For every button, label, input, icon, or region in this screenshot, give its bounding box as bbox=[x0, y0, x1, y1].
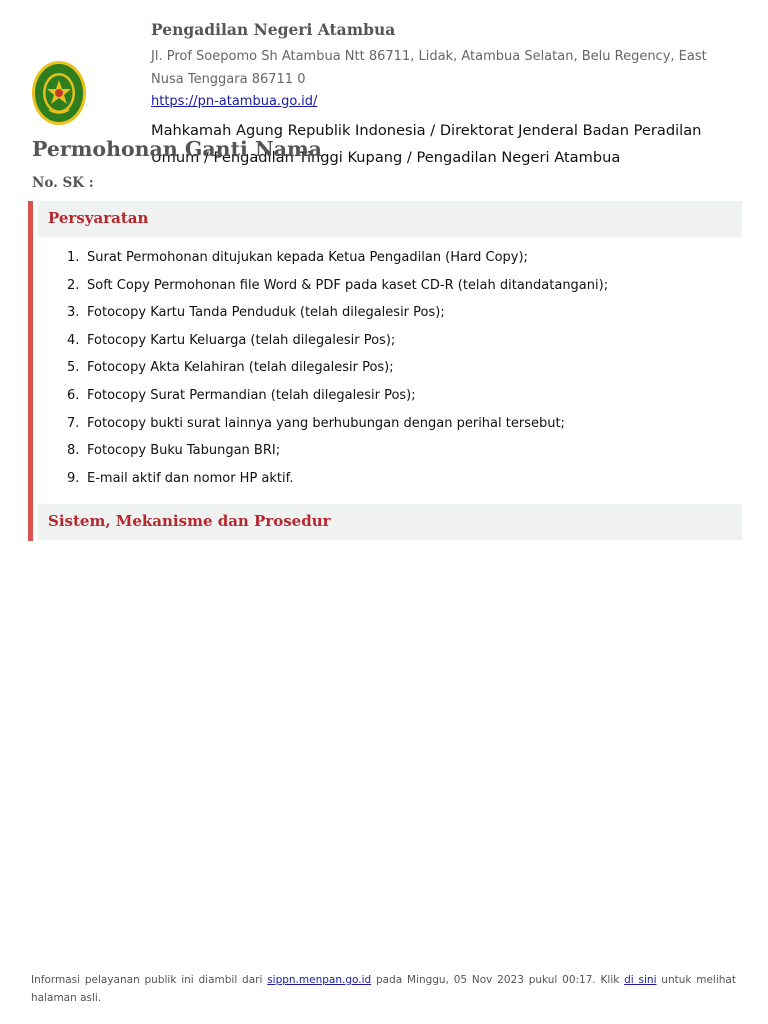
list-text: Soft Copy Permohonan file Word & PDF pada kaset CD-R (telah ditandatangani); bbox=[87, 277, 609, 293]
footer-note bbox=[31, 971, 736, 1007]
list-number: 9. bbox=[67, 470, 80, 486]
footer-suffix: untuk melihat halaman asli. bbox=[31, 974, 736, 1004]
procedure-header: Sistem, Mekanisme dan Prosedur bbox=[38, 504, 742, 540]
requirements-list bbox=[67, 244, 608, 492]
list-item bbox=[67, 354, 608, 382]
list-item bbox=[67, 410, 608, 438]
list-text: Fotocopy Kartu Tanda Penduduk (telah dilegalesir Pos); bbox=[87, 305, 445, 321]
list-text: Fotocopy Kartu Keluarga (telah dilegalesir Pos); bbox=[87, 332, 396, 348]
list-text: Fotocopy bukti surat lainnya yang berhubungan dengan perihal tersebut; bbox=[87, 415, 565, 431]
list-text: Fotocopy Surat Permandian (telah dilegalesir Pos); bbox=[87, 387, 416, 403]
list-number: 8. bbox=[67, 443, 80, 459]
list-number: 4. bbox=[67, 332, 80, 348]
list-number: 1. bbox=[67, 250, 80, 265]
list-item bbox=[67, 272, 608, 300]
institution-hierarchy: Mahkamah Agung Republik Indonesia / Direktorat Jenderal Badan Peradilan Umum / Pengadilan Tinggi Kupang / Pengadilan Negeri Atambua bbox=[151, 122, 702, 166]
list-number: 2. bbox=[67, 277, 80, 293]
list-item bbox=[67, 327, 608, 355]
source-link[interactable]: sippn.menpan.go.id bbox=[267, 974, 372, 986]
list-text: E-mail aktif dan nomor HP aktif. bbox=[87, 470, 294, 486]
list-number: 5. bbox=[67, 360, 80, 376]
court-website-link[interactable]: https://pn-atambua.go.id/ bbox=[151, 94, 318, 109]
list-item bbox=[67, 437, 608, 465]
service-details bbox=[28, 201, 737, 541]
sk-number-label: No. SK : bbox=[32, 175, 94, 191]
list-text: Fotocopy Akta Kelahiran (telah dilegalesir Pos); bbox=[87, 360, 394, 376]
list-item bbox=[67, 465, 608, 493]
footer-prefix: Informasi pelayanan publik ini diambil dari bbox=[31, 974, 268, 986]
list-item bbox=[67, 299, 608, 327]
list-number: 7. bbox=[67, 415, 80, 431]
original-page-link[interactable]: di sini bbox=[624, 974, 657, 986]
list-item bbox=[67, 244, 608, 272]
list-text: Surat Permohonan ditujukan kepada Ketua Pengadilan (Hard Copy); bbox=[87, 250, 528, 265]
footer-middle: pada Minggu, 05 Nov 2023 pukul 00:17. Klik bbox=[371, 974, 625, 986]
service-title: Permohonan Ganti Nama bbox=[32, 137, 322, 161]
list-text: Fotocopy Buku Tabungan BRI; bbox=[87, 443, 281, 459]
list-item bbox=[67, 382, 608, 410]
list-number: 3. bbox=[67, 305, 80, 321]
requirements-header: Persyaratan bbox=[38, 201, 742, 237]
court-address: Jl. Prof Soepomo Sh Atambua Ntt 86711, Lidak, Atambua Selatan, Belu Regency, East Nusa Tenggara 86711 0 bbox=[151, 49, 707, 87]
court-emblem-logo bbox=[31, 60, 87, 126]
court-name: Pengadilan Negeri Atambua bbox=[151, 20, 396, 39]
list-number: 6. bbox=[67, 387, 80, 403]
